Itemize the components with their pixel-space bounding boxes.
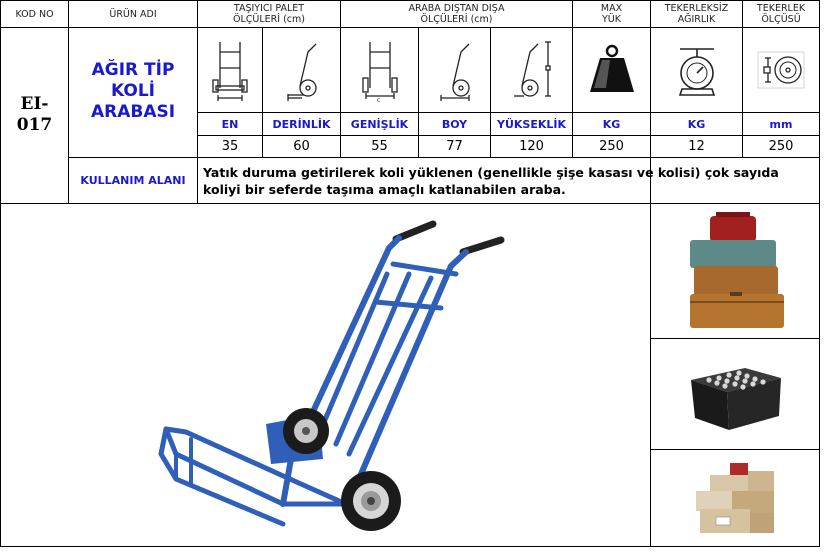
value-genislik: 55 [371,139,388,154]
border-right [819,0,820,547]
value-max-yuk: 250 [599,139,624,154]
value-boy: 77 [446,139,463,154]
value-yukseklik: 120 [519,139,544,154]
cart-image [1,204,650,546]
cart-width-icon [341,28,418,112]
pallet-depth-icon [263,28,340,112]
header-max-yuk: MAX YÜK [600,3,623,25]
label-derinlik: DERİNLİK [272,117,331,131]
value-agirlik: 12 [688,139,705,154]
boxes-image [651,450,819,546]
suitcases-image [651,204,819,338]
value-derinlik: 60 [293,139,310,154]
label-max-kg: KG [602,117,621,131]
product-code: EI-017 [16,94,53,135]
usage-text: Yatık duruma getirilerek koli yüklenen (genellikle şişe kasası ve kolisi) çok sayıda koliyi bir seferde taşıma amaçlı katlanabilen araba. [203,164,779,197]
bottle-crate-image [651,339,819,449]
label-mm: mm [769,117,793,131]
header-araba: ARABA DIŞTAN DIŞA ÖLÇÜLERİ (cm) [408,3,505,25]
label-agirlik-kg: KG [687,117,706,131]
usage-label: KULLANIM ALANI [80,174,186,187]
label-yukseklik: YÜKSEKLİK [496,117,566,131]
product-name: AĞIR TİP KOLİ ARABASI [90,59,176,122]
wheel-icon [743,28,819,112]
svg-text:c: c [376,97,380,102]
scale-icon [651,28,742,112]
pallet-width-icon [198,28,262,112]
border-bottom [0,546,820,547]
header-urun-adi: ÜRÜN ADI [109,8,157,20]
cart-height-icon [491,28,572,112]
header-agirlik: TEKERLEKSİZ AĞIRLIK [664,3,729,25]
header-tasiyici: TAŞIYICI PALET ÖLÇÜLERİ (cm) [233,3,305,25]
weight-icon [573,28,650,112]
value-en: 35 [221,139,239,154]
label-genislik: GENİŞLİK [350,117,409,131]
label-boy: BOY [441,117,468,131]
value-tekerlek: 250 [768,139,794,154]
header-kod: KOD NO [15,8,54,20]
cart-length-icon [419,28,490,112]
header-tekerlek: TEKERLEK ÖLÇÜSÜ [756,3,806,25]
label-en: EN [221,117,239,131]
